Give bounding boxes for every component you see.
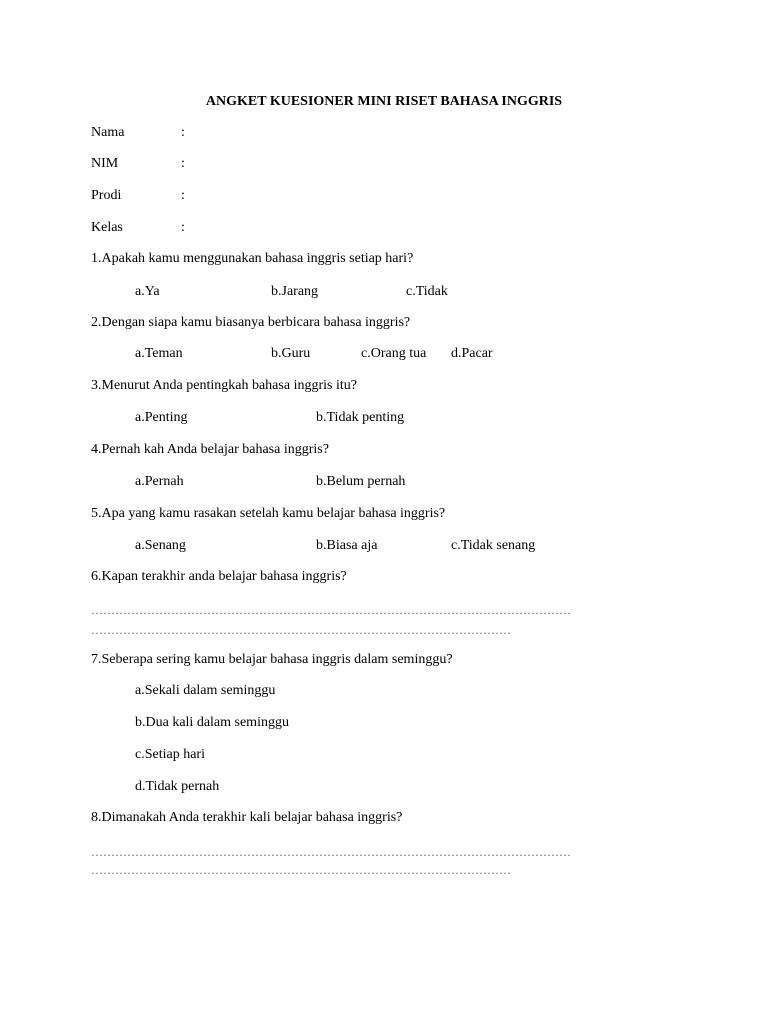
field-label-prodi: Prodi [91,188,122,203]
question-3: 3.Menurut Anda pentingkah bahasa inggris itu? [91,378,357,393]
field-label-nama: Nama [91,125,125,140]
answer-line: ………………………………………………………………………………………………………… [91,845,571,859]
question-7: 7.Seberapa sering kamu belajar bahasa inggris dalam seminggu? [91,652,453,667]
question-5: 5.Apa yang kamu rasakan setelah kamu belajar bahasa inggris? [91,506,446,521]
option-2c: c.Orang tua [361,346,427,361]
option-7a: a.Sekali dalam seminggu [135,683,276,698]
option-2a: a.Teman [135,346,183,361]
question-4: 4.Pernah kah Anda belajar bahasa inggris? [91,442,329,457]
document-title: ANGKET KUESIONER MINI RISET BAHASA INGGRIS [205,94,563,109]
question-6: 6.Kapan terakhir anda belajar bahasa inggris? [91,569,347,584]
option-5c: c.Tidak senang [451,538,536,553]
option-7c: c.Setiap hari [135,747,205,762]
answer-line: ………………………………………………………………………………………………………… [91,603,571,617]
option-2b: b.Guru [271,346,311,361]
question-2: 2.Dengan siapa kamu biasanya berbicara bahasa inggris? [91,315,411,330]
question-8: 8.Dimanakah Anda terakhir kali belajar bahasa inggris? [91,810,403,825]
answer-line: …………………………………………………………………………………………… [91,863,511,877]
option-1c: c.Tidak [406,284,448,299]
option-1b: b.Jarang [271,284,319,299]
option-7d: d.Tidak pernah [135,779,220,794]
option-1a: a.Ya [135,284,160,299]
option-5a: a.Senang [135,538,186,553]
option-3b: b.Tidak penting [316,410,405,425]
option-4b: b.Belum pernah [316,474,406,489]
field-label-nim: NIM [91,156,119,171]
option-7b: b.Dua kali dalam seminggu [135,715,289,730]
question-1: 1.Apakah kamu menggunakan bahasa inggris setiap hari? [91,251,414,266]
field-separator: : [181,125,185,140]
option-2d: d.Pacar [451,346,493,361]
option-4a: a.Pernah [135,474,184,489]
option-5b: b.Biasa aja [316,538,378,553]
answer-line: …………………………………………………………………………………………… [91,623,511,637]
field-label-kelas: Kelas [91,220,123,235]
field-separator: : [181,220,185,235]
field-separator: : [181,156,185,171]
option-3a: a.Penting [135,410,188,425]
field-separator: : [181,188,185,203]
